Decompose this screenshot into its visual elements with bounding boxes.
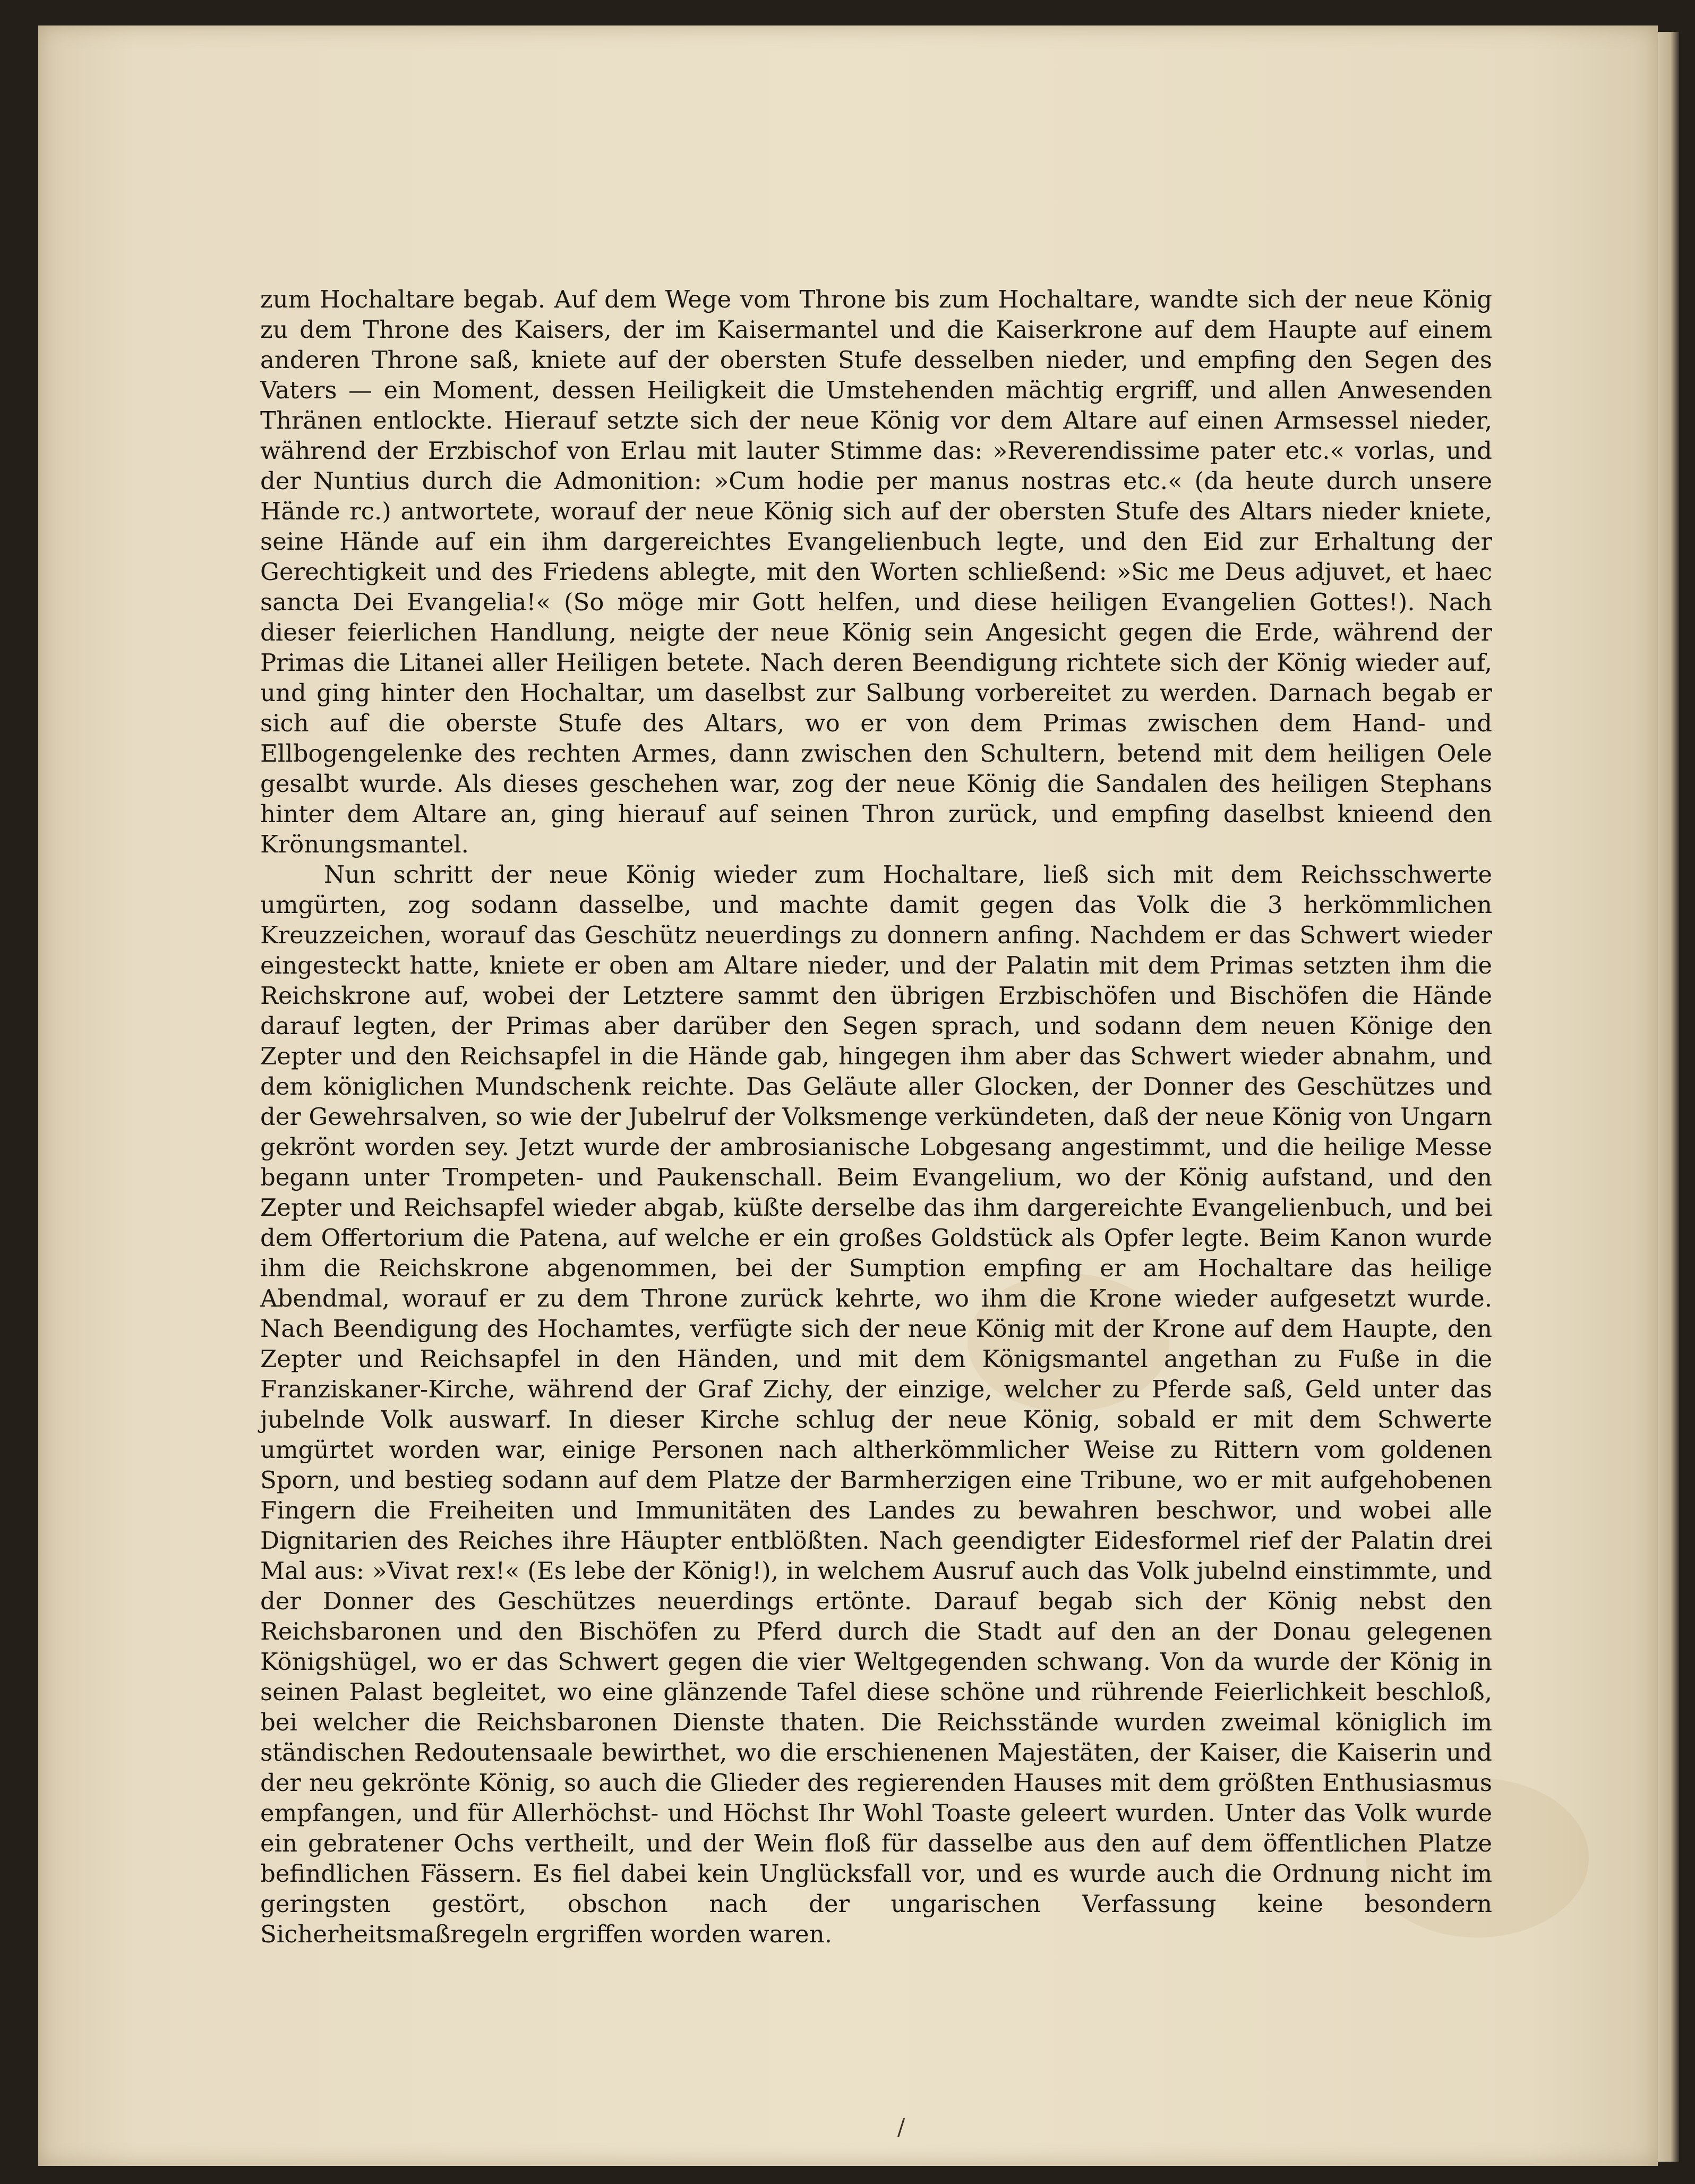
folio-mark: / xyxy=(897,2114,905,2140)
body-text xyxy=(260,284,1492,1948)
paragraph: zum Hochaltare begab. Auf dem Wege vom Throne bis zum Hochaltare, wandte sich der neue König zu dem Throne des Kaisers, der im Kaisermantel und die Kaiserkrone auf dem Haupte auf einem anderen Throne saß, kniete auf der obersten Stufe desselben nieder, und empfing den Segen des Vaters — ein Moment, dessen Heiligkeit die Umstehenden mächtig ergriff, und allen Anwesenden Thränen entlockte. Hierauf setzte sich der neue König vor dem Altare auf einen Armsessel nieder, während der Erzbischof von Erlau mit lauter Stimme das: »Reverendissime pater etc.« vorlas, und der Nuntius durch die Admonition: »Cum hodie per manus nostras etc.« (da heute durch unsere Hände rc.) antwortete, worauf der neue König sich auf der obersten Stufe des Altars nieder kniete, seine Hände auf ein ihm dargereichtes Evangelienbuch legte, und den Eid zur Erhaltung der Gerechtigkeit und des Friedens ablegte, mit den Worten schließend: »Sic me Deus adjuvet, et haec sancta Dei Evangelia!« (So möge mir Gott helfen, und diese heiligen Evangelien Gottes!). Nach dieser feierlichen Handlung, neigte der neue König sein Angesicht gegen die Erde, während der Primas die Litanei aller Heiligen betete. Nach deren Beendigung richtete sich der König wieder auf, und ging hinter den Hochaltar, um daselbst zur Salbung vorbereitet zu werden. Darnach begab er sich auf die oberste Stufe des Altars, wo er von dem Primas zwischen dem Hand- und Ellbogengelenke des rechten Armes, dann zwischen den Schultern, betend mit dem heiligen Oele gesalbt wurde. Als dieses geschehen war, zog der neue König die Sandalen des heiligen Stephans hinter dem Altare an, ging hierauf auf seinen Thron zurück, und empfing daselbst knieend den Krönungsmantel. xyxy=(260,285,1492,858)
page-edge xyxy=(1658,32,1679,2162)
paragraph: Nun schritt der neue König wieder zum Hochaltare, ließ sich mit dem Reichsschwerte umgürten, zog sodann dasselbe, und machte damit gegen das Volk die 3 herkömmlichen Kreuzzeichen, worauf das Geschütz neuerdings zu donnern anfing. Nachdem er das Schwert wieder eingesteckt hatte, kniete er oben am Altare nieder, und der Palatin mit dem Primas setzten ihm die Reichskrone auf, wobei der Letztere sammt den übrigen Erzbischöfen und Bischöfen die Hände darauf legten, der Primas aber darüber den Segen sprach, und sodann dem neuen Könige den Zepter und den Reichsapfel in die Hände gab, hingegen ihm aber das Schwert wieder abnahm, und dem königlichen Mundschenk reichte. Das Geläute aller Glocken, der Donner des Geschützes und der Gewehrsalven, so wie der Jubelruf der Volksmenge verkündeten, daß der neue König von Ungarn gekrönt worden sey. Jetzt wurde der ambrosianische Lobgesang angestimmt, und die heilige Messe begann unter Trompeten- und Paukenschall. Beim Evangelium, wo der König aufstand, und den Zepter und Reichsapfel wieder abgab, küßte derselbe das ihm dargereichte Evangelienbuch, und bei dem Offertorium die Patena, auf welche er ein großes Goldstück als Opfer legte. Beim Kanon wurde ihm die Reichskrone abgenommen, bei der Sumption empfing er am Hochaltare das heilige Abendmal, worauf er zu dem Throne zurück kehrte, wo ihm die Krone wieder aufgesetzt wurde. Nach Beendigung des Hochamtes, verfügte sich der neue König mit der Krone auf dem Haupte, den Zepter und Reichsapfel in den Händen, und mit dem Königsmantel angethan zu Fuße in die Franziskaner-Kirche, während der Graf Zichy, der einzige, welcher zu Pferde saß, Geld unter das jubelnde Volk auswarf. In dieser Kirche schlug der neue König, sobald er mit dem Schwerte umgürtet worden war, einige Personen nach altherkömmlicher Weise zu Rittern vom goldenen Sporn, und bestieg sodann auf dem Platze der Barmherzigen eine Tribune, wo er mit aufgehobenen Fingern die Freiheiten und Immunitäten des Landes zu bewahren beschwor, und wobei alle Dignitarien des Reiches ihre Häupter entblößten. Nach geendigter Eidesformel rief der Palatin drei Mal aus: »Vivat rex!« (Es lebe der König!), in welchem Ausruf auch das Volk jubelnd einstimmte, und der Donner des Geschützes neuerdings ertönte. Darauf begab sich der König nebst den Reichsbaronen und den Bischöfen zu Pferd durch die Stadt auf den an der Donau gelegenen Königshügel, wo er das Schwert gegen die vier Weltgegenden schwang. Von da wurde der König in seinen Palast begleitet, wo eine glänzende Tafel diese schöne und rührende Feierlichkeit beschloß, bei welcher die Reichsbaronen Dienste thaten. Die Reichsstände wurden zweimal königlich im ständischen Redoutensaale bewirthet, wo die erschienenen Majestäten, der Kaiser, die Kaiserin und der neu gekrönte König, so auch die Glieder des regierenden Hauses mit dem größten Enthusiasmus empfangen, und für Allerhöchst- und Höchst Ihr Wohl Toaste geleert wurden. Unter das Volk wurde ein gebratener Ochs vertheilt, und der Wein floß für dasselbe aus den auf dem öffentlichen Platze befindlichen Fässern. Es fiel dabei kein Unglücksfall vor, und es wurde auch die Ordnung nicht im geringsten gestört, obschon nach der ungarischen Verfassung keine besondern Sicherheitsmaßregeln ergriffen worden waren. xyxy=(260,860,1492,1948)
